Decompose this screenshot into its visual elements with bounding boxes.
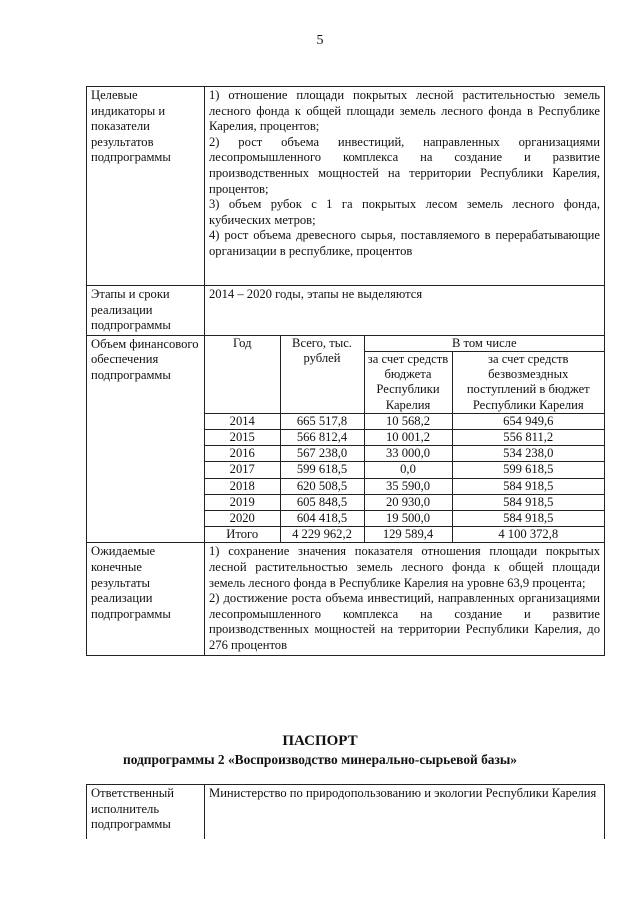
budget-cell: 35 590,0 bbox=[364, 478, 452, 494]
table-row bbox=[205, 511, 604, 527]
responsible-row bbox=[87, 785, 605, 840]
table-row bbox=[205, 462, 604, 478]
total-cell: 604 418,5 bbox=[280, 511, 364, 527]
responsible-text: Министерство по природопользованию и экологии Республики Карелия bbox=[205, 785, 605, 840]
free-cell: 556 811,2 bbox=[452, 430, 604, 446]
indicator-item: 3) объем рубок с 1 га покрытых лесом земель лесного фонда, кубических метров; bbox=[209, 197, 600, 227]
year-cell: 2015 bbox=[205, 430, 280, 446]
budget-cell: 33 000,0 bbox=[364, 446, 452, 462]
free-cell: 584 918,5 bbox=[452, 478, 604, 494]
subprogram-passport-table bbox=[86, 86, 605, 656]
year-cell: 2018 bbox=[205, 478, 280, 494]
total-cell: 4 229 962,2 bbox=[280, 527, 364, 543]
finance-label: Объем финансового обеспечения подпрограммы bbox=[87, 335, 205, 543]
stages-label: Этапы и сроки реализации подпрограммы bbox=[87, 286, 205, 336]
total-cell: 599 618,5 bbox=[280, 462, 364, 478]
table-row bbox=[205, 446, 604, 462]
page-number: 5 bbox=[316, 33, 324, 48]
indicator-item: 4) рост объема древесного сырья, поставляемого в перерабатывающие организации в республике, процентов bbox=[209, 228, 600, 258]
free-cell: 599 618,5 bbox=[452, 462, 604, 478]
free-cell: 584 918,5 bbox=[452, 494, 604, 510]
passport-subtitle: подпрограммы 2 «Воспроизводство минерально-сырьевой базы» bbox=[122, 752, 518, 767]
free-cell: 654 949,6 bbox=[452, 413, 604, 429]
free-cell: 534 238,0 bbox=[452, 446, 604, 462]
total-cell: 665 517,8 bbox=[280, 413, 364, 429]
passport-title: ПАСПОРТ bbox=[282, 733, 358, 749]
responsible-label: Ответственный исполнитель подпрограммы bbox=[87, 785, 205, 840]
total-cell: 620 508,5 bbox=[280, 478, 364, 494]
year-cell: 2020 bbox=[205, 511, 280, 527]
table-row bbox=[205, 494, 604, 510]
indicator-item: 2) рост объема инвестиций, направленных организациями лесопромышленного комплекса на создание и развитие производственных мощностей на территории Республики Карелия, процентов; bbox=[209, 134, 600, 196]
finance-header-row bbox=[205, 336, 604, 352]
year-cell: 2016 bbox=[205, 446, 280, 462]
indicators-label: Целевые индикаторы и показатели результатов подпрограммы bbox=[87, 87, 205, 286]
indicator-item: 1) отношение площади покрытых лесной растительностью земель лесного фонда к общей площади земель лесного фонда в Республике Карелия, процентов; bbox=[209, 88, 600, 134]
total-cell: 566 812,4 bbox=[280, 430, 364, 446]
stages-row bbox=[87, 286, 605, 336]
budget-cell: 0,0 bbox=[364, 462, 452, 478]
results-row bbox=[87, 543, 605, 655]
free-cell: 584 918,5 bbox=[452, 511, 604, 527]
finance-cell bbox=[205, 335, 605, 543]
free-cell: 4 100 372,8 bbox=[452, 527, 604, 543]
budget-cell: 20 930,0 bbox=[364, 494, 452, 510]
indicators-row bbox=[87, 87, 605, 286]
col-year-header: Год bbox=[205, 336, 280, 414]
col-including-header: В том числе bbox=[364, 336, 604, 352]
indicators-text bbox=[205, 87, 605, 286]
table-row bbox=[205, 413, 604, 429]
results-text bbox=[205, 543, 605, 655]
budget-cell: 10 568,2 bbox=[364, 413, 452, 429]
budget-cell: 19 500,0 bbox=[364, 511, 452, 527]
budget-cell: 10 001,2 bbox=[364, 430, 452, 446]
total-cell: 567 238,0 bbox=[280, 446, 364, 462]
year-cell: 2014 bbox=[205, 413, 280, 429]
budget-cell: 129 589,4 bbox=[364, 527, 452, 543]
result-item: 1) сохранение значения показателя отношения площади покрытых лесной растительностью земель лесного фонда к общей площади земель лесного фонда в Республике Карелия на уровне 63,9 процента; bbox=[209, 544, 600, 590]
result-item: 2) достижение роста объема инвестиций, направленных организациями лесопромышленного комплекса на создание и развитие производственных мощностей на территории Республики Карелия, до 276 процентов bbox=[209, 591, 600, 652]
finance-row bbox=[87, 335, 605, 543]
table-row bbox=[205, 430, 604, 446]
year-cell: 2019 bbox=[205, 494, 280, 510]
total-cell: 605 848,5 bbox=[280, 494, 364, 510]
col-budget-header: за счет средств бюджета Республики Карелия bbox=[364, 351, 452, 413]
stages-text: 2014 – 2020 годы, этапы не выделяются bbox=[205, 286, 605, 336]
table-row bbox=[205, 478, 604, 494]
finance-table bbox=[205, 336, 604, 543]
year-cell: 2017 bbox=[205, 462, 280, 478]
total-row bbox=[205, 527, 604, 543]
results-label: Ожидаемые конечные результаты реализации подпрограммы bbox=[87, 543, 205, 655]
year-cell: Итого bbox=[205, 527, 280, 543]
subprogram2-passport-table bbox=[86, 784, 605, 839]
col-free-header: за счет средств безвозмездных поступлений в бюджет Республики Карелия bbox=[452, 351, 604, 413]
col-total-header: Всего, тыс. рублей bbox=[280, 336, 364, 414]
